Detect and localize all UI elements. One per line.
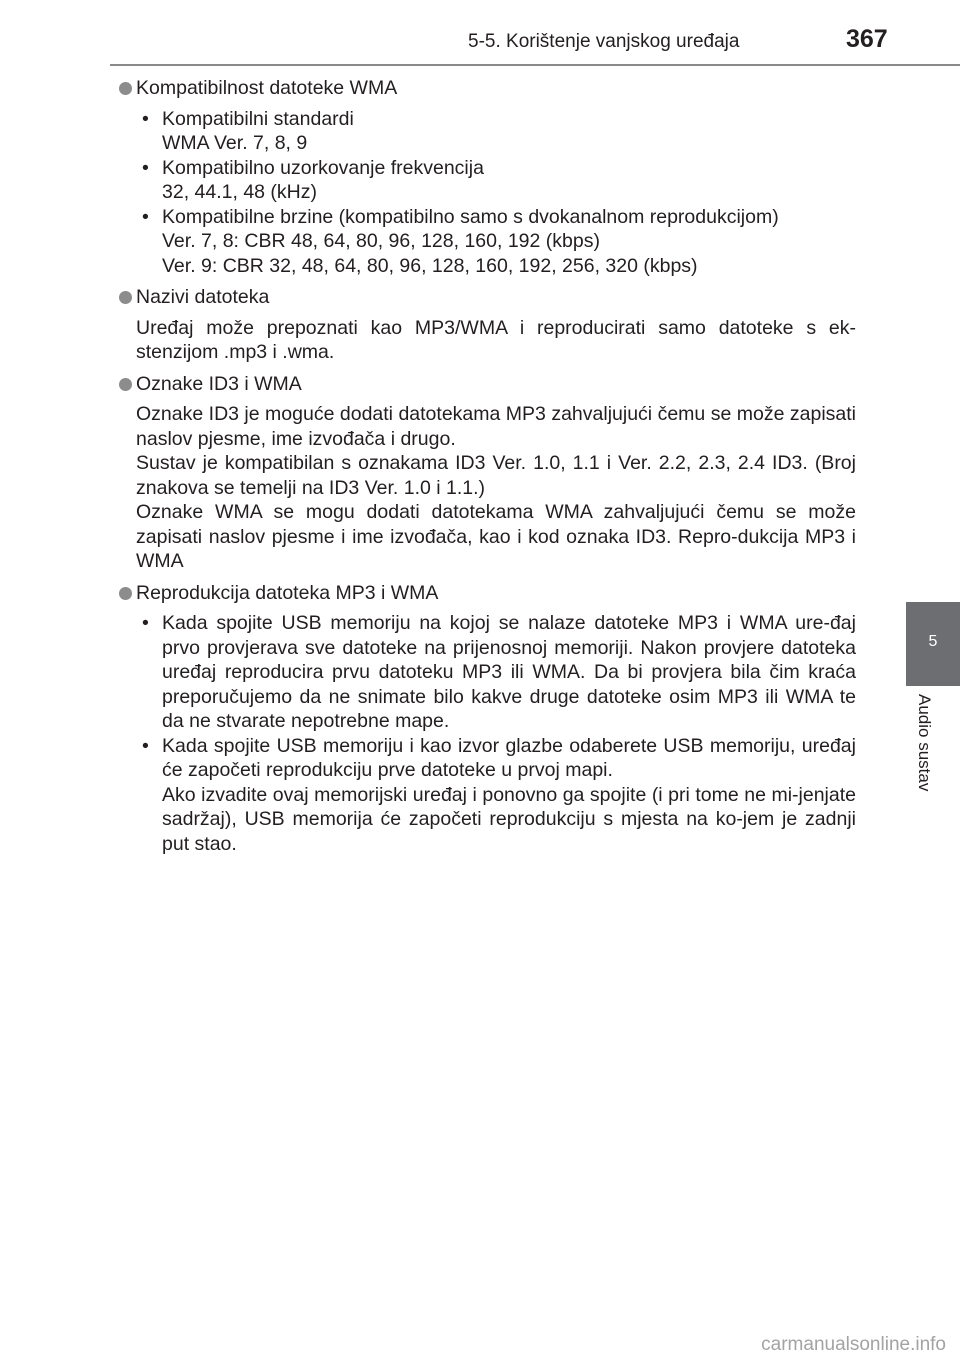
paragraph: Uređaj može prepoznati kao MP3/WMA i reproducirati samo datoteke s ek-stenzijom .mp3 i .wma. xyxy=(136,316,856,363)
circle-bullet-icon xyxy=(119,587,132,600)
section-heading-wma: Kompatibilnost datoteke WMA xyxy=(110,76,856,101)
watermark: carmanualsonline.info xyxy=(761,1334,946,1355)
circle-bullet-icon xyxy=(119,82,132,95)
section-heading-tags: Oznake ID3 i WMA xyxy=(110,372,856,397)
bullet-icon: • xyxy=(142,107,149,130)
section-heading-playback: Reprodukcija datoteka MP3 i WMA xyxy=(110,581,856,606)
bullet-icon: • xyxy=(142,734,149,757)
circle-bullet-icon xyxy=(119,378,132,391)
chapter-label: Audio sustav xyxy=(915,694,934,792)
list-item: • Kada spojite USB memoriju na kojoj se nalaze datoteke MP3 i WMA ure-đaj prvo provjerava sve datoteke na prijenosnoj memoriji. Nakon provjere datoteka uređaj reproducira prvu datoteku MP3 ili WMA. Da bi provjera bila čim kraća preporučujemo da ne snimate bilo kakve druge datoteke osim MP3 ili WMA te da ne stvarate nepotrebne mape. xyxy=(142,612,856,732)
chapter-tab xyxy=(906,602,960,686)
list-item: • Kompatibilni standardi WMA Ver. 7, 8, 9 xyxy=(142,107,354,154)
chapter-label-box xyxy=(906,686,960,836)
paragraph: Oznake ID3 je moguće dodati datotekama MP3 zahvaljujući čemu se može zapisati naslov pjesme, ime izvođača i drugo. Sustav je kompatibilan s oznakama ID3 Ver. 1.0, 1.1 i Ver. 2.2, 2.3, 2.4 ID3. (Broj znakova se temelji na ID3 Ver. 1.0 i 1.1.) Oznake WMA se mogu dodati datotekama WMA zahvaljujući čemu se može zapisati naslov pjesme i ime izvođača, kao i kod oznaka ID3. Repro-dukcija MP3 i WMA xyxy=(136,403,856,572)
list-item: • Kada spojite USB memoriju i kao izvor glazbe odaberete USB memoriju, uređaj će započeti reprodukciju prve datoteke u prvoj mapi. Ako izvadite ovaj memorijski uređaj i ponovno ga spojite (i pri tome ne mi-jenjate sadržaj), USB memorija će započeti reprodukciju s mjesta na ko-jem je zadnji put stao. xyxy=(142,734,856,855)
header-rule xyxy=(110,64,960,66)
bullet-icon: • xyxy=(142,612,149,634)
page-number: 367 xyxy=(846,25,888,53)
bullet-icon: • xyxy=(142,156,149,179)
chapter-number: 5 xyxy=(928,633,938,650)
list-item: • Kompatibilne brzine (kompatibilno samo s dvokanalnom reprodukcijom) Ver. 7, 8: CBR 48, 64, 80, 96, 128, 160, 192 (kbps) Ver. 9: CBR 32, 48, 64, 80, 96, 128, 160, 192, 256, 320 (kbps) xyxy=(142,205,779,277)
bullet-icon: • xyxy=(142,205,149,228)
wma-compat-list xyxy=(110,107,856,279)
section-heading-file-names: Nazivi datoteka xyxy=(110,285,856,310)
circle-bullet-icon xyxy=(119,291,132,304)
page-content xyxy=(110,76,856,856)
list-item: • Kompatibilno uzorkovanje frekvencija 32, 44.1, 48 (kHz) xyxy=(142,156,484,203)
header-section-title: 5-5. Korištenje vanjskog uređaja xyxy=(468,31,740,52)
playback-list xyxy=(110,611,856,856)
